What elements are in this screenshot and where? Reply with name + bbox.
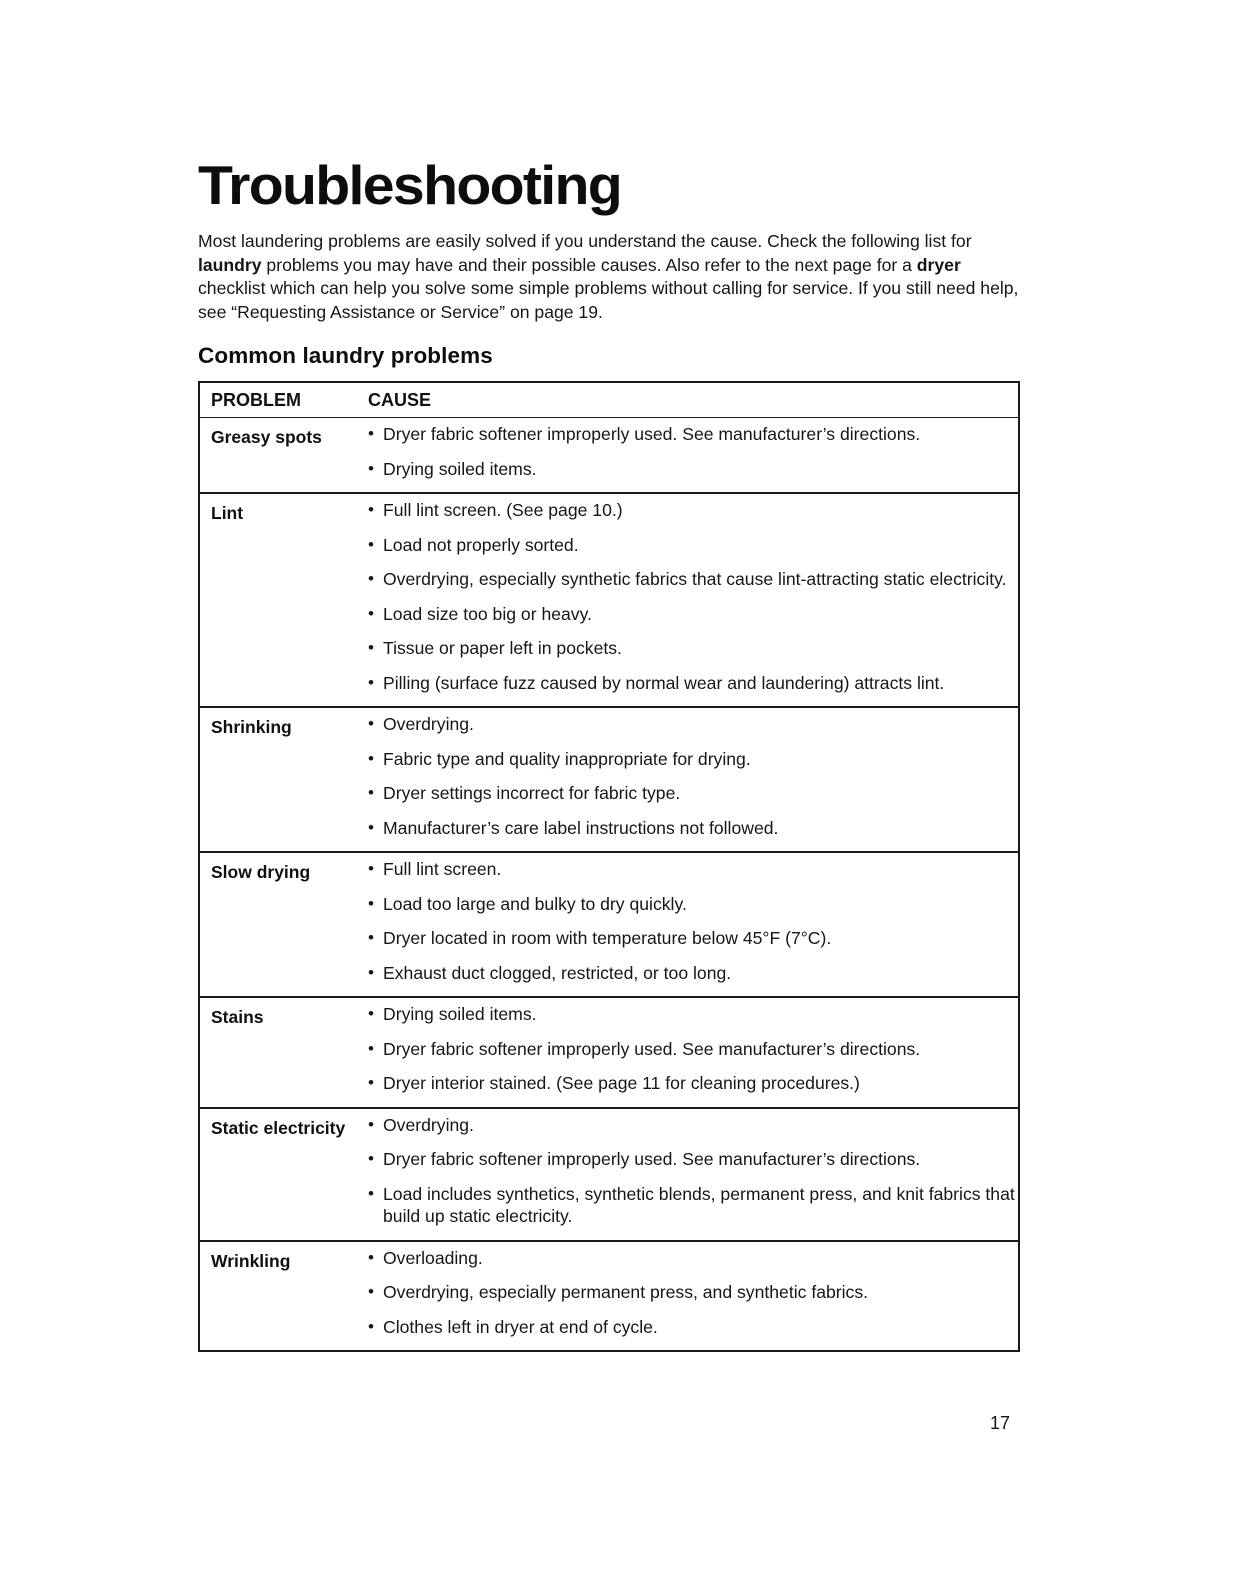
cause-list bbox=[368, 713, 1018, 839]
cause-item: • Full lint screen. bbox=[368, 858, 1018, 881]
cause-item: • Overdrying, especially synthetic fabrics that cause lint-attracting static electricity. bbox=[368, 568, 1018, 591]
cause-item: • Dryer fabric softener improperly used. See manufacturer’s directions. bbox=[368, 1038, 1018, 1061]
problem-label: Greasy spots bbox=[211, 427, 322, 447]
cause-item: • Load not properly sorted. bbox=[368, 534, 1018, 557]
cause-item: • Dryer fabric softener improperly used. See manufacturer’s directions. bbox=[368, 423, 1018, 446]
intro-bold-laundry: laundry bbox=[198, 254, 262, 275]
page-title: Troubleshooting bbox=[198, 154, 622, 216]
table-row bbox=[200, 494, 1018, 708]
problem-label: Slow drying bbox=[211, 862, 311, 882]
cause-item: • Overdrying, especially permanent press, and synthetic fabrics. bbox=[368, 1281, 1018, 1304]
cause-item: • Dryer located in room with temperature below 45°F (7°C). bbox=[368, 927, 1018, 950]
problem-label: Lint bbox=[211, 503, 244, 523]
table-body bbox=[200, 418, 1018, 1350]
intro-text-2: problems you may have and their possible causes. Also refer to the next page for a bbox=[261, 254, 917, 275]
cause-item: • Dryer interior stained. (See page 11 for cleaning procedures.) bbox=[368, 1072, 1018, 1095]
cause-item: • Overdrying. bbox=[368, 1114, 1018, 1137]
cause-list bbox=[368, 858, 1018, 984]
page-number: 17 bbox=[990, 1413, 1011, 1433]
cause-item: • Fabric type and quality inappropriate for drying. bbox=[368, 748, 1018, 771]
table-row bbox=[200, 1109, 1018, 1242]
section-heading: Common laundry problems bbox=[198, 343, 493, 368]
header-cause: CAUSE bbox=[368, 389, 432, 410]
laundry-problems-table bbox=[198, 381, 1020, 1352]
cause-item: • Exhaust duct clogged, restricted, or too long. bbox=[368, 962, 1018, 985]
cause-item: • Dryer settings incorrect for fabric type. bbox=[368, 782, 1018, 805]
cause-item: • Manufacturer’s care label instructions not followed. bbox=[368, 817, 1018, 840]
table-row bbox=[200, 1242, 1018, 1351]
cause-item: • Pilling (surface fuzz caused by normal wear and laundering) attracts lint. bbox=[368, 672, 1018, 695]
cause-cell bbox=[358, 713, 1018, 851]
cause-cell bbox=[358, 858, 1018, 996]
problem-label: Wrinkling bbox=[211, 1250, 291, 1271]
cause-item: • Tissue or paper left in pockets. bbox=[368, 637, 1018, 660]
cause-cell bbox=[358, 499, 1018, 706]
cause-item: • Load size too big or heavy. bbox=[368, 603, 1018, 626]
cause-list bbox=[368, 499, 1018, 694]
cause-item: • Full lint screen. (See page 10.) bbox=[368, 499, 1018, 522]
cause-item: • Dryer fabric softener improperly used. See manufacturer’s directions. bbox=[368, 1148, 1018, 1171]
cause-list bbox=[368, 1114, 1018, 1228]
cause-list bbox=[368, 1003, 1018, 1095]
table-row bbox=[200, 853, 1018, 998]
problem-label: Static electricity bbox=[211, 1117, 346, 1138]
cause-item: • Overloading. bbox=[368, 1247, 1018, 1270]
problem-label: Stains bbox=[211, 1007, 264, 1027]
table-row bbox=[200, 418, 1018, 494]
intro-bold-dryer: dryer bbox=[916, 254, 961, 275]
cause-item: • Drying soiled items. bbox=[368, 458, 1018, 481]
cause-item: • Drying soiled items. bbox=[368, 1003, 1018, 1026]
problem-label: Shrinking bbox=[211, 717, 292, 737]
header-problem: PROBLEM bbox=[211, 389, 301, 410]
cause-item: • Load includes synthetics, synthetic blends, permanent press, and knit fabrics that build up static electricity. bbox=[368, 1183, 1018, 1228]
table-row bbox=[200, 708, 1018, 853]
cause-item: • Overdrying. bbox=[368, 713, 1018, 736]
table-row bbox=[200, 998, 1018, 1109]
cause-cell bbox=[358, 1247, 1018, 1351]
cause-item: • Clothes left in dryer at end of cycle. bbox=[368, 1316, 1018, 1339]
intro-text-3: checklist which can help you solve some simple problems without calling for service. If you still need help, see “Requesting Assistance or Service” on page 19. bbox=[198, 278, 1019, 322]
table-header-row bbox=[200, 383, 1018, 418]
cause-cell bbox=[358, 423, 1018, 492]
intro-text-1: Most laundering problems are easily solved if you understand the cause. Check the following list for bbox=[198, 231, 972, 251]
cause-list bbox=[368, 1247, 1018, 1339]
cause-list bbox=[368, 423, 1018, 480]
intro-paragraph bbox=[198, 230, 1033, 324]
cause-cell bbox=[358, 1003, 1018, 1107]
cause-cell bbox=[358, 1114, 1018, 1240]
cause-item: • Load too large and bulky to dry quickly. bbox=[368, 893, 1018, 916]
